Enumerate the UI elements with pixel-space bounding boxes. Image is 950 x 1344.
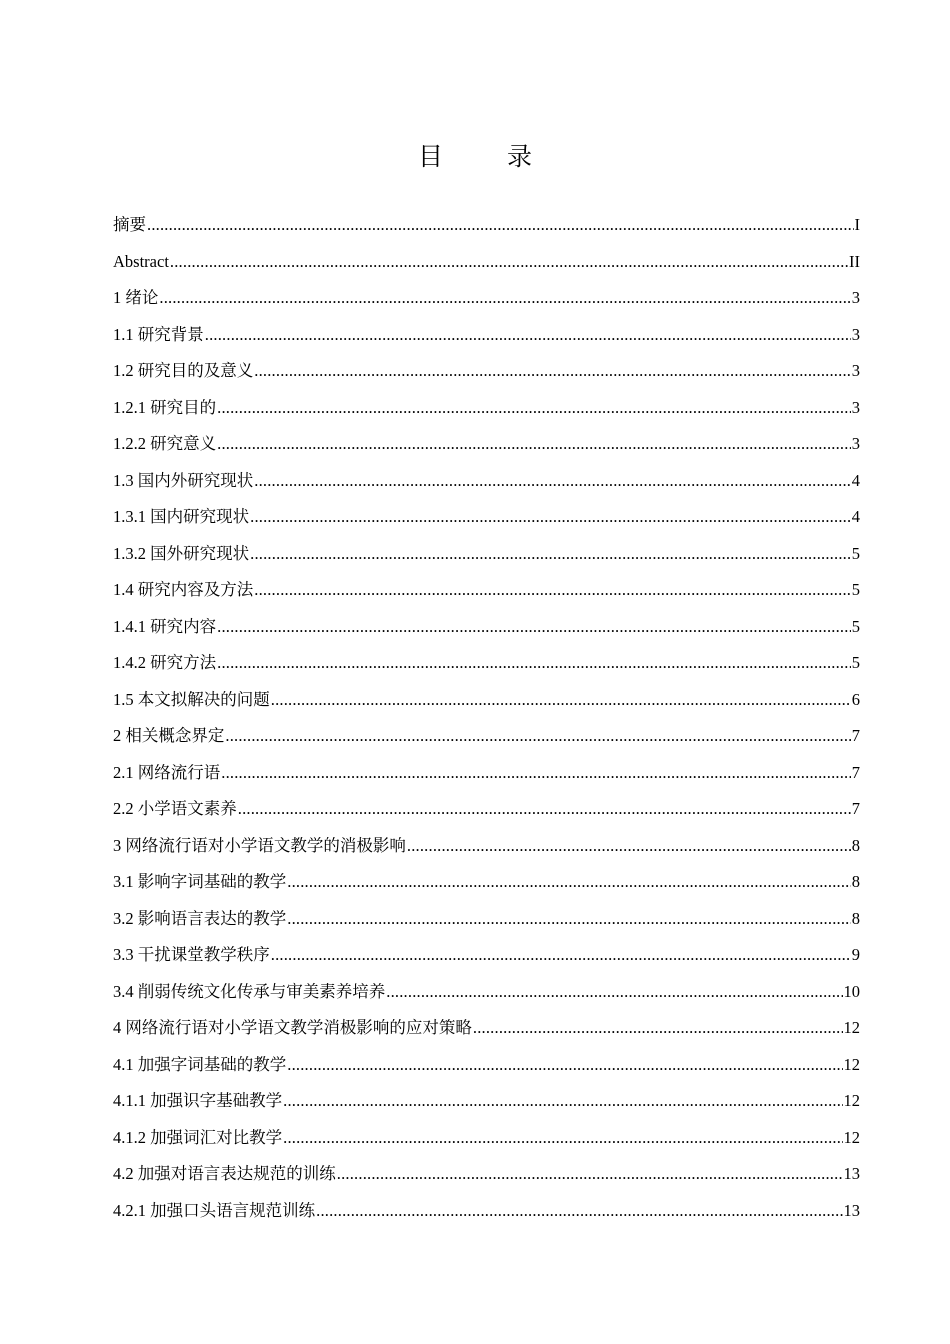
toc-entry-page-number: 3 (851, 361, 860, 380)
toc-entry[interactable] (113, 755, 860, 792)
toc-entry-title: 4.1.1 加强识字基础教学 (113, 1091, 283, 1110)
toc-entry[interactable] (113, 645, 860, 682)
toc-entry-page-number: 4 (851, 507, 860, 526)
toc-entry[interactable] (113, 1156, 860, 1193)
dot-leader (386, 974, 842, 1011)
toc-entry-title: 2.2 小学语文素养 (113, 799, 237, 818)
dot-leader (287, 1047, 842, 1084)
toc-entry-page-number: 9 (851, 945, 860, 964)
toc-entry-page-number: 13 (843, 1200, 860, 1220)
toc-entry-page-number: 7 (851, 799, 860, 818)
toc-entry-title: 3 网络流行语对小学语文教学的消极影响 (113, 835, 406, 855)
dot-leader (170, 244, 848, 281)
dot-leader (254, 353, 851, 390)
toc-entry-page-number: 3 (851, 288, 860, 307)
dot-leader (407, 828, 851, 865)
toc-entry[interactable] (113, 353, 860, 390)
toc-entry-page-number: 3 (851, 434, 860, 453)
dot-leader (250, 499, 851, 536)
dot-leader (225, 718, 850, 755)
toc-entry-title: 3.4 削弱传统文化传承与审美素养培养 (113, 981, 386, 1001)
toc-entry[interactable] (113, 1120, 860, 1157)
table-of-contents (113, 207, 860, 1229)
toc-entry[interactable] (113, 974, 860, 1011)
toc-entry[interactable] (113, 609, 860, 646)
toc-entry-title: 1.4.2 研究方法 (113, 653, 217, 672)
toc-entry[interactable] (113, 828, 860, 865)
toc-entry[interactable] (113, 1010, 860, 1047)
dot-leader (337, 1156, 843, 1193)
toc-entry-title: 4.1.2 加强词汇对比教学 (113, 1127, 283, 1147)
toc-entry-title: 摘要 (113, 215, 146, 234)
toc-entry-page-number: 3 (851, 397, 860, 417)
toc-entry-page-number: 6 (851, 689, 860, 709)
toc-entry-title: 1.3 国内外研究现状 (113, 470, 254, 490)
toc-entry-page-number: 8 (851, 835, 860, 855)
dot-leader (159, 280, 850, 317)
toc-entry-page-number: 12 (843, 1054, 860, 1074)
toc-entry[interactable] (113, 317, 860, 354)
dot-leader (221, 755, 851, 792)
dot-leader (217, 426, 851, 463)
toc-entry-title: 4.2 加强对语言表达规范的训练 (113, 1164, 336, 1183)
toc-entry-title: 4 网络流行语对小学语文教学消极影响的应对策略 (113, 1018, 472, 1037)
toc-entry-title: 1.2.2 研究意义 (113, 434, 217, 453)
toc-entry-title: 1.3.2 国外研究现状 (113, 543, 250, 563)
toc-entry-page-number: 10 (843, 981, 860, 1001)
toc-entry[interactable] (113, 1193, 860, 1230)
dot-leader (316, 1193, 842, 1230)
toc-entry-title: 1.3.1 国内研究现状 (113, 507, 250, 526)
dot-leader (254, 572, 851, 609)
dot-leader (254, 463, 851, 500)
toc-entry-page-number: I (854, 215, 860, 234)
dot-leader (283, 1083, 842, 1120)
dot-leader (271, 937, 851, 974)
toc-entry-page-number: 8 (851, 908, 860, 928)
toc-entry-title: 1.2.1 研究目的 (113, 397, 217, 417)
toc-entry-title: 4.2.1 加强口头语言规范训练 (113, 1200, 316, 1220)
toc-entry-page-number: 7 (851, 726, 860, 745)
toc-entry-page-number: 5 (851, 616, 860, 636)
toc-entry[interactable] (113, 536, 860, 573)
toc-entry-title: 1.2 研究目的及意义 (113, 361, 254, 380)
toc-entry-page-number: 5 (851, 543, 860, 563)
toc-entry[interactable] (113, 1047, 860, 1084)
toc-entry[interactable] (113, 207, 860, 244)
toc-entry-page-number: 13 (843, 1164, 860, 1183)
toc-entry[interactable] (113, 937, 860, 974)
toc-entry[interactable] (113, 499, 860, 536)
toc-entry-page-number: 8 (851, 872, 860, 891)
toc-entry-page-number: 4 (851, 470, 860, 490)
toc-entry-title: 3.3 干扰课堂教学秩序 (113, 945, 270, 964)
dot-leader (147, 207, 854, 244)
toc-title: 目 录 (418, 141, 560, 171)
toc-entry-page-number: 5 (851, 653, 860, 672)
toc-entry-page-number: 12 (843, 1018, 860, 1037)
toc-entry[interactable] (113, 1083, 860, 1120)
toc-entry[interactable] (113, 463, 860, 500)
toc-entry-title: 1.4.1 研究内容 (113, 616, 217, 636)
dot-leader (287, 864, 851, 901)
dot-leader (217, 609, 851, 646)
toc-entry-title: 2.1 网络流行语 (113, 762, 221, 782)
toc-entry[interactable] (113, 244, 860, 281)
toc-entry[interactable] (113, 280, 860, 317)
toc-entry[interactable] (113, 572, 860, 609)
toc-entry-title: 4.1 加强字词基础的教学 (113, 1054, 287, 1074)
dot-leader (473, 1010, 843, 1047)
toc-entry-title: 1.4 研究内容及方法 (113, 580, 254, 599)
toc-entry-title: 1.5 本文拟解决的问题 (113, 689, 270, 709)
toc-entry-title: Abstract (113, 251, 169, 271)
toc-entry-page-number: II (849, 251, 860, 271)
toc-entry[interactable] (113, 426, 860, 463)
toc-entry-page-number: 12 (843, 1127, 860, 1147)
dot-leader (287, 901, 851, 938)
dot-leader (217, 390, 851, 427)
dot-leader (238, 791, 851, 828)
toc-entry-page-number: 3 (851, 324, 860, 344)
toc-entry[interactable] (113, 864, 860, 901)
toc-entry-title: 1 绪论 (113, 288, 159, 307)
dot-leader (250, 536, 851, 573)
toc-entry-title: 3.2 影响语言表达的教学 (113, 908, 287, 928)
toc-entry[interactable] (113, 718, 860, 755)
toc-entry-page-number: 5 (851, 580, 860, 599)
toc-entry[interactable] (113, 791, 860, 828)
toc-entry-title: 1.1 研究背景 (113, 324, 204, 344)
dot-leader (283, 1120, 842, 1157)
toc-entry-title: 2 相关概念界定 (113, 726, 225, 745)
toc-entry[interactable] (113, 390, 860, 427)
toc-entry[interactable] (113, 901, 860, 938)
toc-entry[interactable] (113, 682, 860, 719)
dot-leader (217, 645, 851, 682)
toc-entry-title: 3.1 影响字词基础的教学 (113, 872, 287, 891)
toc-entry-page-number: 12 (843, 1091, 860, 1110)
dot-leader (205, 317, 851, 354)
toc-entry-page-number: 7 (851, 762, 860, 782)
dot-leader (271, 682, 851, 719)
